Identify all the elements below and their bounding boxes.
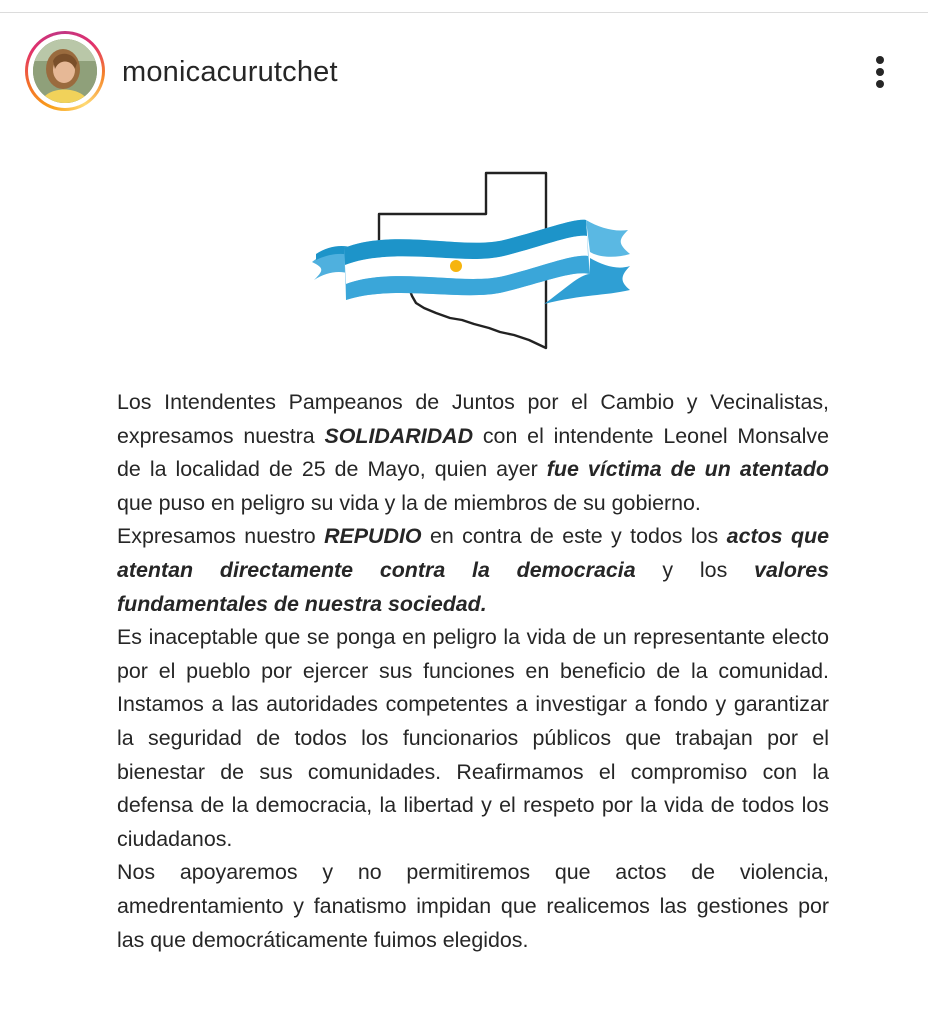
more-vertical-icon	[876, 56, 884, 64]
emphasis-repudio: REPUDIO	[324, 524, 422, 549]
post-statement	[117, 386, 829, 957]
story-ring[interactable]	[25, 31, 105, 111]
avatar[interactable]	[33, 39, 97, 103]
more-options-button[interactable]	[862, 50, 898, 94]
username[interactable]: monicacurutchet	[122, 56, 338, 88]
emphasis-actos: actos que atentan directamente contra la democracia	[117, 524, 829, 582]
statement-paragraph: Es inaceptable que se ponga en peligro la vida de un representante electo por el pueblo por ejercer sus funciones en beneficio de la comunidad. Instamos a las autoridades competentes a investigar a fondo y garantizar la seguridad de todos los funcionarios públicos que trabajan por el bienestar de sus comunidades. Reafirmamos el compromiso con la defensa de la democracia, la libertad y el respeto por la vida de todos los ciudadanos.	[117, 625, 829, 851]
profile-avatar-icon	[33, 39, 97, 103]
la-pampa-flag-logo-icon	[304, 170, 634, 360]
post-image[interactable]	[0, 140, 928, 1024]
top-divider	[0, 12, 928, 13]
emphasis-solidaridad: SOLIDARIDAD	[324, 423, 474, 448]
statement-paragraph: Los Intendentes Pampeanos de Juntos por el Cambio y Vecinalistas, expresamos nuestra SOLIDARIDAD con el intendente Leonel Monsalve de la localidad de 25 de Mayo, quien ayer fue víctima de un atentado que puso en peligro su vida y la de miembros de su gobierno.	[117, 390, 829, 515]
emphasis-valores: valores fundamentales de nuestra sociedad	[117, 557, 829, 616]
emphasis-atentado: fue víctima de un atentado	[546, 457, 829, 482]
statement-paragraph: Nos apoyaremos y no permitiremos que actos de violencia, amedrentamiento y fanatismo impidan que realicemos las gestiones por las que democráticamente fuimos elegidos.	[117, 860, 829, 952]
statement-paragraph: Expresamos nuestro REPUDIO en contra de este y todos los actos que atentan directamente contra la democracia y los valores fundamentales de nuestra sociedad.	[117, 524, 829, 616]
